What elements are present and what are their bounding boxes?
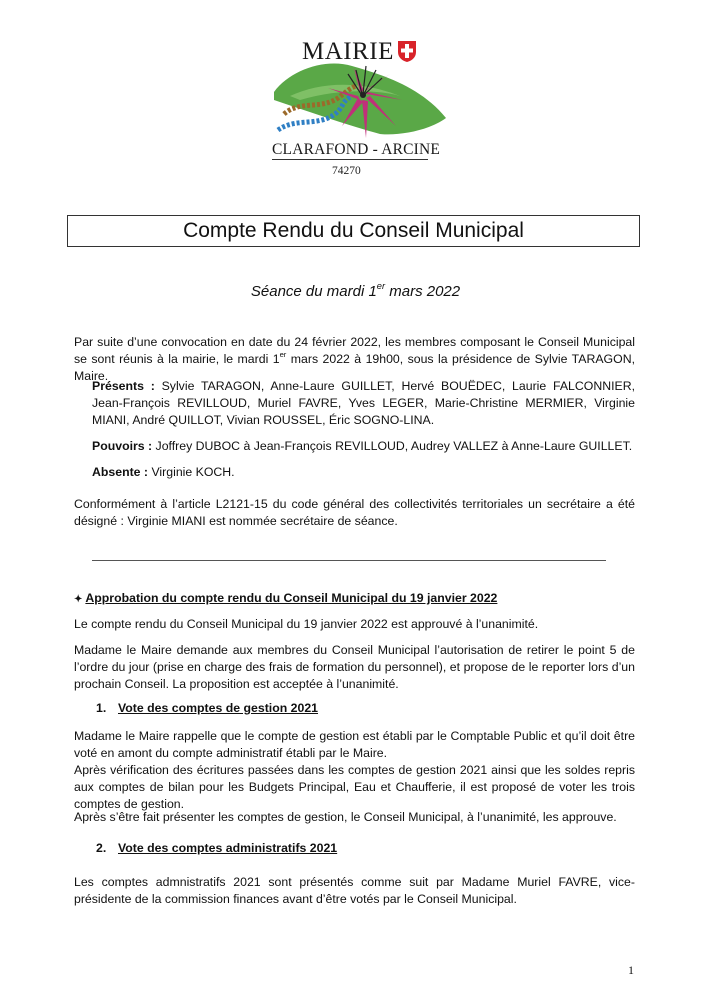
section-divider xyxy=(92,560,606,561)
logo-postcode: 74270 xyxy=(332,165,361,177)
section-heading: ✦ Approbation du compte rendu du Conseil Municipal du 19 janvier 2022 xyxy=(74,591,498,605)
diamond-bullet-icon: ✦ xyxy=(74,594,83,605)
logo-title: MAIRIE xyxy=(302,38,394,65)
item1-paragraph-2: Après vérification des écritures passées dans les comptes de gestion 2021 ainsi que les soldes repris aux comptes de bilan pour les Budgets Principal, Eau et Chaufferie, il est proposé de voter les trois comptes de gestion. xyxy=(74,763,635,811)
seance-date: Séance du mardi 1er mars 2022 xyxy=(250,281,461,300)
pouvoirs-label: Pouvoirs : xyxy=(92,439,153,453)
item2-heading: 2. Vote des comptes administratifs 2021 xyxy=(96,841,338,855)
absente-paragraph: Absente : Virginie KOCH. xyxy=(92,465,235,479)
approval-paragraph: Le compte rendu du Conseil Municipal du 19 janvier 2022 est approuvé à l’unanimité. xyxy=(74,617,539,631)
page-number: 1 xyxy=(628,963,634,977)
logo-commune-name: CLARAFOND - ARCINE xyxy=(272,141,441,158)
item1-paragraph-1: Madame le Maire rappelle que le compte de gestion est établi par le Comptable Public et qu’il doit être voté en amont du compte administratif établi par le Maire. xyxy=(74,729,635,760)
item1-heading: 1. Vote des comptes de gestion 2021 xyxy=(96,701,319,715)
presents-label: Présents : xyxy=(92,379,155,393)
presents-paragraph: Présents : Sylvie TARAGON, Anne-Laure GUILLET, Hervé BOUËDEC, Laurie FALCONNIER, Jean-François REVILLOUD, Muriel FAVRE, Yves LEGER, Marie-Christine MERMIER, Virginie MIANI, André QUILLOT, Vivian ROUSSEL, Éric SOGNO-LINA. xyxy=(92,379,635,427)
withdraw-paragraph: Madame le Maire demande aux membres du Conseil Municipal l’autorisation de retirer le point 5 de l’ordre du jour (prise en charge des frais de formation du personnel), et propose de le reporter lors d’un prochain Conseil. La proposition est acceptée à l’unanimité. xyxy=(74,643,635,691)
item1-paragraph-3: Après s’être fait présenter les comptes de gestion, le Conseil Municipal, à l’unanimité, les approuve. xyxy=(74,810,617,824)
secretary-paragraph: Conformément à l’article L2121-15 du code général des collectivités territoriales un secrétaire a été désigné : Virginie MIANI est nommée secrétaire de séance. xyxy=(74,497,635,528)
landscape-flower-icon xyxy=(270,56,450,141)
intro-paragraph: Par suite d’une convocation en date du 24 février 2022, les membres composant le Conseil Municipal se sont réunis à la mairie, le mardi 1er mars 2022 à 19h00, sous la présidence de Sylvie TARAGON, Maire. xyxy=(74,335,635,383)
pouvoirs-paragraph: Pouvoirs : Joffrey DUBOC à Jean-François REVILLOUD, Audrey VALLEZ à Anne-Laure GUILLET. xyxy=(92,439,633,453)
absente-label: Absente : xyxy=(92,465,149,479)
logo-divider xyxy=(272,159,428,160)
document-title: Compte Rendu du Conseil Municipal xyxy=(67,215,640,247)
item2-paragraph-1: Les comptes admnistratifs 2021 sont présentés comme suit par Madame Muriel FAVRE, vice-présidente de la commission finances avant d’être votés par le Conseil Municipal. xyxy=(74,875,635,906)
mairie-logo xyxy=(270,36,450,181)
